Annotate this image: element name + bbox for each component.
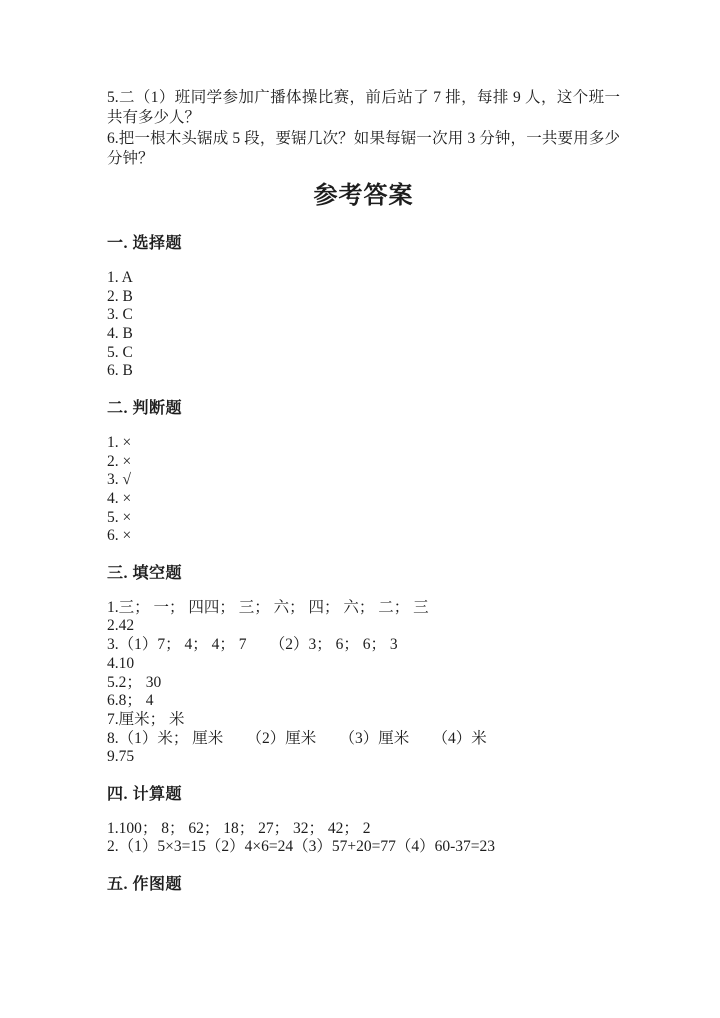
section-heading: 一. 选择题 — [107, 235, 183, 253]
answer-item: 5. × — [107, 508, 132, 526]
answer-item: 4. × — [107, 489, 132, 507]
question-block — [107, 88, 620, 169]
section-fill-blank — [107, 565, 620, 767]
answer-item: 9.75 — [107, 748, 135, 766]
section-heading: 二. 判断题 — [107, 400, 183, 418]
page-title: 参考答案 — [313, 183, 414, 210]
answer-item: 3. C — [107, 306, 133, 324]
answer-list — [107, 434, 620, 546]
section-heading: 五. 作图题 — [107, 876, 183, 894]
answer-item: 5. C — [107, 343, 133, 361]
answer-item: 5.2； 30 — [107, 673, 162, 691]
answer-list — [107, 599, 620, 767]
answer-item: 1. A — [107, 268, 133, 286]
answer-item: 6.8； 4 — [107, 692, 154, 710]
answer-item: 2.42 — [107, 617, 135, 635]
answer-item: 3.（1）7； 4； 4； 7 （2）3； 6； 6； 3 — [107, 636, 398, 654]
answer-item: 6. × — [107, 527, 132, 545]
answer-item: 2.（1）5×3=15（2）4×6=24（3）57+20=77（4）60-37=23 — [107, 838, 495, 856]
answer-item: 8.（1）米； 厘米 （2）厘米 （3）厘米 （4）米 — [107, 729, 487, 747]
answer-item: 2. B — [107, 287, 133, 305]
answer-list — [107, 820, 620, 857]
answer-item: 1.三； 一； 四四； 三； 六； 四； 六； 二； 三 — [107, 598, 429, 616]
section-multiple-choice — [107, 235, 620, 381]
question-item: 6.把一根木头锯成 5 段，要锯几次？如果每锯一次用 3 分钟，一共要用多少分钟？ — [107, 129, 620, 167]
section-drawing — [107, 876, 620, 895]
section-heading: 三. 填空题 — [107, 565, 183, 583]
answer-item: 1. × — [107, 433, 132, 451]
section-heading: 四. 计算题 — [107, 786, 183, 804]
answer-item: 6. B — [107, 362, 133, 380]
section-true-false — [107, 400, 620, 546]
answer-list — [107, 269, 620, 381]
question-item: 5.二（1）班同学参加广播体操比赛，前后站了 7 排，每排 9 人，这个班一共有多少人？ — [107, 89, 620, 127]
answer-item: 7.厘米； 米 — [107, 710, 185, 728]
answer-item: 4. B — [107, 325, 133, 342]
answer-item: 3. √ — [107, 471, 132, 489]
section-calculation — [107, 786, 620, 857]
answer-item: 1.100； 8； 62； 18； 27； 32； 42； 2 — [107, 819, 371, 837]
answer-item: 2. × — [107, 452, 132, 470]
answer-item: 4.10 — [107, 654, 135, 672]
